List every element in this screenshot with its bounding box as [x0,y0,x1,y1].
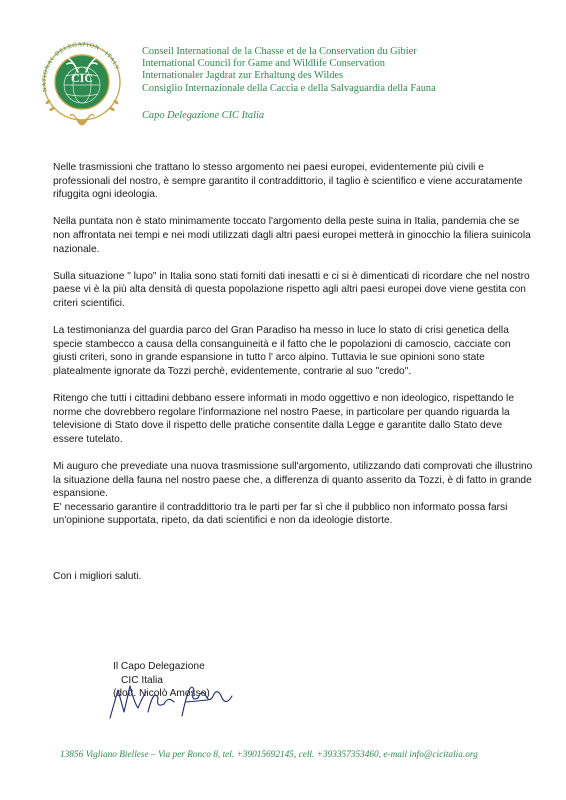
paragraph: Sulla situazione " lupo" in Italia sono stati forniti dati inesatti e ci si è dimenticati di ricordare che nel nostro paese vi è la più alta densità di questa popolazione rispetto agli altri paesi europei dove viene gestita con criteri scientifici. [53,270,530,309]
paragraph: Nelle trasmissioni che trattano lo stesso argomento nei paesi europei, evidentemente più civili e professionali del nostro, è sempre garantito il contraddittorio, il taglio è scientifico e viene accuratamente rifuggita ogni ideologia. [53,162,523,201]
org-name-en: International Council for Game and Wildlife Conservation [142,58,385,70]
cic-logo [34,32,130,136]
paragraph: Ritengo che tutti i cittadini debbano essere informati in modo oggettivo e non ideologico, rispettando le norme che dovrebbero regolare l'informazione nel nostro Paese, in particolare per quando riguarda la televisione di Stato dove il rispetto delle pratiche consentite dalla Legge e garantite dallo Stato deve essere tutelato. [53,393,514,445]
paragraph: E' necessario garantire il contraddittorio tra le parti per far sì che il pubblico non informato possa farsi un'opinione supportata, ripeto, da dati scientifici e non da ideologie distorte. [53,501,508,527]
handwritten-signature [98,668,248,724]
letter-body [53,161,533,542]
org-name-fr: Conseil International de la Chasse et de la Conservation du Gibier [142,46,417,57]
signer-org: CIC Italia [121,674,163,686]
letterhead [142,46,552,122]
letterhead-subtitle: Capo Delegazione CIC Italia [142,109,265,121]
footer-contact: 13856 Vigliano Biellese – Via per Ronco 8, tel. +39015692145, cell. +393357353460, e-mail info@cicitalia.org [60,750,478,760]
signer-name: (dott. Nicolò Amosso) [113,688,210,700]
paragraph: La testimonianza del guardia parco del Gran Paradiso ha messo in luce lo stato di crisi genetica della specie stambecco a causa della consanguineità e il fatto che le popolazioni di camoscio, cacciate con giusti criteri, sono in grande espansione in tutto l' arco alpino. Tuttavia le sue opinioni sono state platealmente ignorate da Tozzi perchè, evidentemente, contrarie al suo "credo". [53,325,511,377]
signer-title: Il Capo Delegazione [113,661,205,672]
closing-salutation: Con i migliori saluti. [53,571,142,582]
paragraph: Mi auguro che prevediate una nuova trasmissione sull'argomento, utilizzando dati comprovati che illustrino la situazione della fauna nel nostro paese che, a differenza di quanto asserito da Tozzi, è di fatto in grande espansione. [53,461,533,500]
paragraph: Nella puntata non è stato minimamente toccato l'argomento della peste suina in Italia, pandemia che se non affrontata nei tempi e nei modi utilizzati dagli altri paesi europei metterà in ginocchio la filiera suinicola nazionale. [53,216,531,255]
org-name-it: Consiglio Internazionale della Caccia e della Salvaguardia della Fauna [142,82,436,94]
logo-ring-text: NATIONAL DELEGATION · ITALY [40,41,121,93]
org-name-de: Internationaler Jagdrat zur Erhaltung des Wildes [142,70,344,82]
logo-emblem-text: CIC [70,71,94,85]
